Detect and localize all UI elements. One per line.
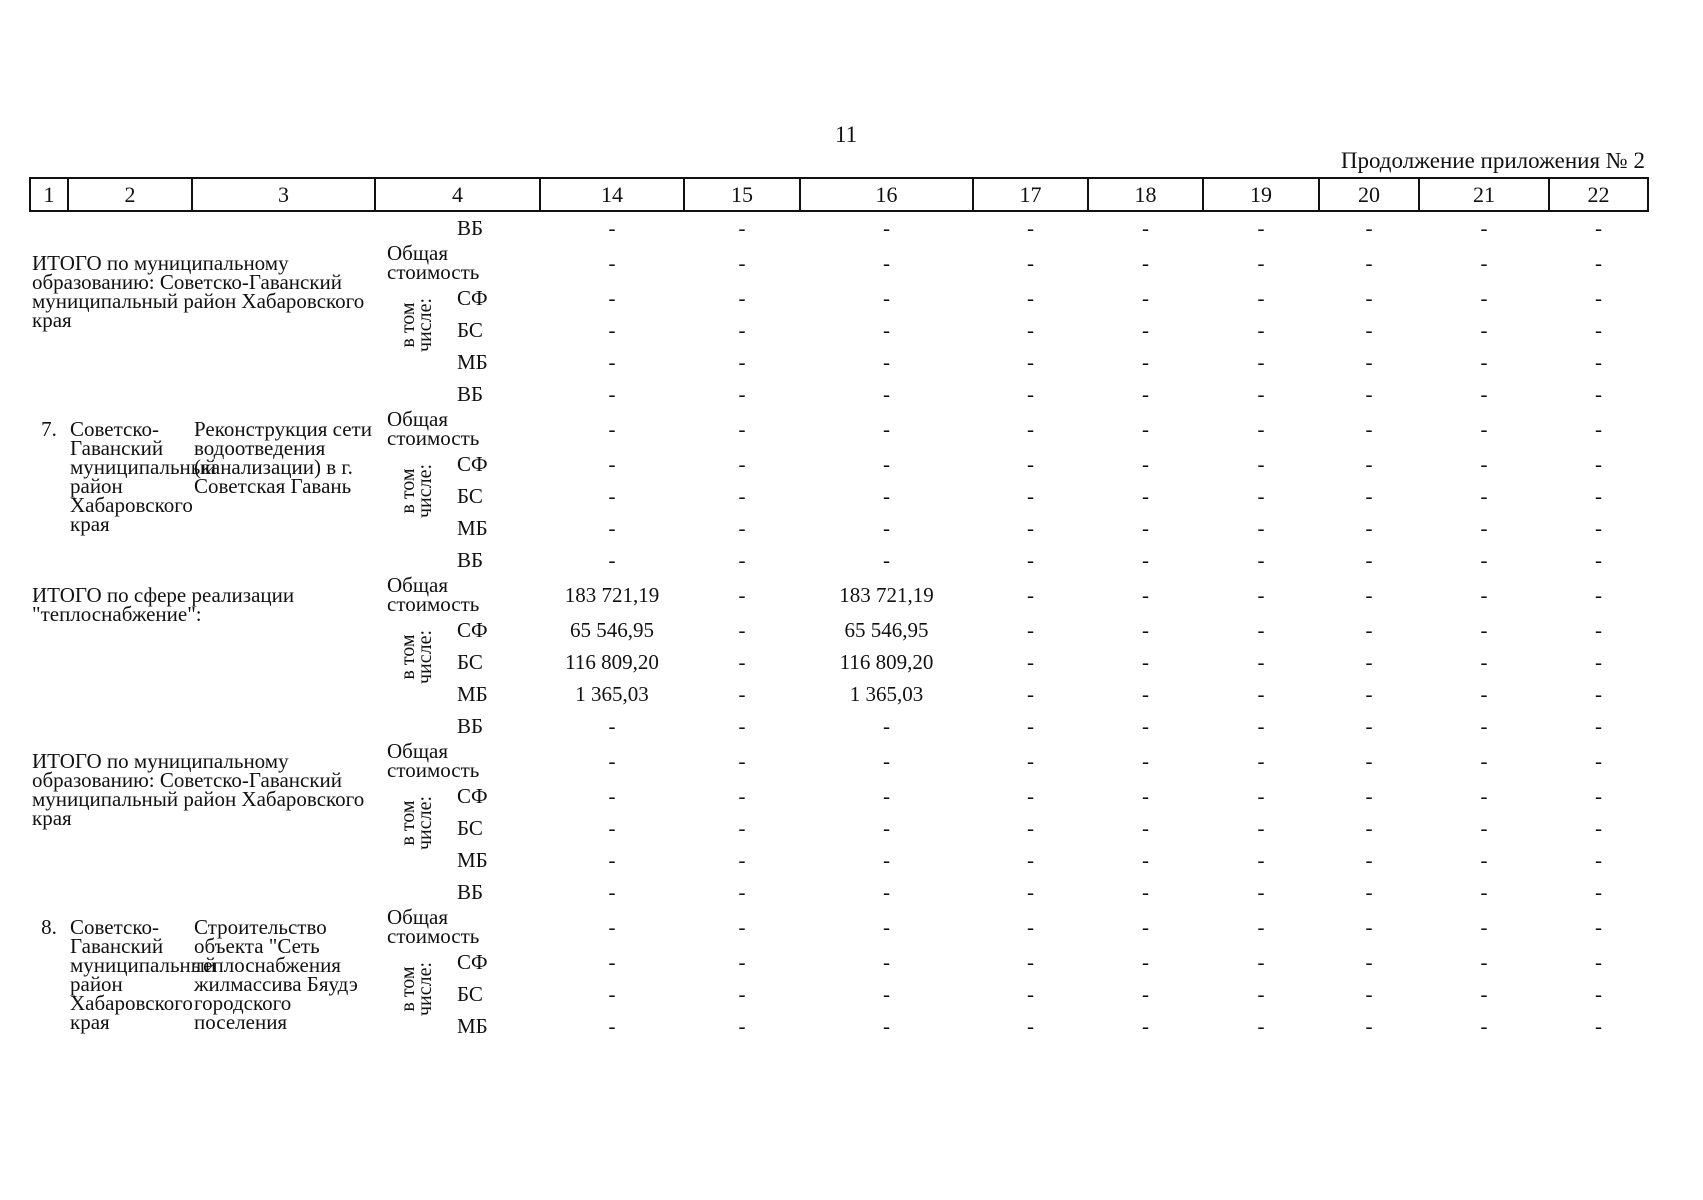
value-cell: - — [1257, 914, 1265, 939]
value-cell: - — [883, 949, 890, 974]
value-cell: - — [1480, 349, 1488, 374]
value-cell: - — [1480, 879, 1488, 904]
value-cell: - — [883, 349, 890, 374]
value-cell: - — [608, 215, 616, 240]
value-cell: - — [1480, 681, 1488, 706]
budget-table — [29, 177, 1649, 1042]
value-cell: - — [1595, 879, 1602, 904]
value-cell: - — [1142, 949, 1149, 974]
empty-cell — [30, 211, 375, 244]
fund-code: ВБ — [457, 879, 484, 904]
value-cell: - — [608, 416, 616, 441]
value-cell: - — [1142, 547, 1149, 572]
value-cell: - — [1365, 285, 1373, 310]
including-label: в том числе: — [397, 297, 436, 353]
value-cell: - — [1595, 451, 1602, 476]
value-cell: - — [1142, 1013, 1149, 1038]
value-cell: - — [1027, 416, 1034, 441]
value-cell: - — [1480, 250, 1488, 275]
value-cell: - — [738, 617, 746, 642]
fund-code: СФ — [457, 617, 488, 642]
value-cell: - — [1480, 713, 1488, 738]
value-cell: - — [1257, 483, 1265, 508]
value-cell: - — [1257, 349, 1265, 374]
value-cell: - — [1365, 914, 1373, 939]
fund-code: БС в том числе: — [375, 646, 540, 678]
value-cell: - — [1595, 317, 1602, 342]
value-cell: - — [608, 713, 616, 738]
value-cell: - — [1142, 649, 1149, 674]
value-cell: - — [1365, 451, 1373, 476]
value-cell: - — [1595, 1013, 1602, 1038]
value-cell: - — [883, 451, 890, 476]
value-cell: - — [1257, 451, 1265, 476]
value-cell: - — [1142, 617, 1149, 642]
col-header: 22 — [1549, 178, 1648, 211]
total-label: ИТОГО по муниципальному образованию: Советско-Гаванский муниципальный район Хабаровского края — [32, 749, 365, 830]
total-cost-text: Общая стоимость — [387, 407, 480, 450]
value-cell: - — [1257, 783, 1265, 808]
value-cell: - — [608, 847, 616, 872]
value-cell: - — [608, 914, 616, 939]
value-cell: - — [608, 250, 616, 275]
value-cell: - — [1027, 285, 1034, 310]
value-cell: - — [1027, 381, 1034, 406]
value-cell: - — [1480, 582, 1488, 607]
value-cell: - — [1365, 483, 1373, 508]
fund-code: МБ — [457, 681, 488, 706]
value-cell: - — [1142, 250, 1149, 275]
value-cell: - — [883, 215, 890, 240]
description-cell: Реконструкция сети водоотведения (канализации) в г. Советская Гавань — [194, 417, 372, 498]
value-cell: - — [1365, 381, 1373, 406]
value-cell: - — [1027, 617, 1034, 642]
value-cell: - — [1257, 317, 1265, 342]
value-cell: - — [1595, 949, 1602, 974]
col-header: 19 — [1203, 178, 1319, 211]
value-cell: - — [1142, 847, 1149, 872]
value-cell: - — [1365, 847, 1373, 872]
value-cell: - — [738, 815, 746, 840]
value-cell: - — [1595, 681, 1602, 706]
page-number: 11 — [835, 122, 858, 147]
value-cell: - — [883, 547, 890, 572]
col-header: 17 — [973, 178, 1088, 211]
value-cell: - — [1480, 783, 1488, 808]
value-cell: - — [608, 515, 616, 540]
value-cell: - — [1480, 515, 1488, 540]
value-cell: - — [608, 483, 616, 508]
value-cell: - — [738, 713, 746, 738]
value-cell: - — [1595, 582, 1602, 607]
total-cost-label — [375, 573, 540, 616]
fund-code: МБ — [457, 847, 488, 872]
value-cell: - — [1142, 879, 1149, 904]
value-cell: - — [1595, 547, 1602, 572]
value-cell: - — [738, 1013, 746, 1038]
value-cell: - — [1027, 349, 1034, 374]
col-header: 20 — [1319, 178, 1419, 211]
total-cost-text: Общая стоимость — [387, 241, 480, 284]
value-cell: - — [738, 981, 746, 1006]
value-cell: - — [738, 381, 746, 406]
total-cost-label — [375, 407, 540, 450]
total-cost-text: Общая стоимость — [387, 905, 480, 948]
value-cell: - — [1142, 349, 1149, 374]
value-cell: - — [1142, 381, 1149, 406]
value-cell: - — [1595, 815, 1602, 840]
value-cell: - — [1257, 547, 1265, 572]
value-cell: - — [738, 285, 746, 310]
value-cell: - — [1365, 879, 1373, 904]
value-cell: - — [738, 914, 746, 939]
value-cell: - — [1365, 1013, 1373, 1038]
value-cell: - — [1027, 1013, 1034, 1038]
value-cell: - — [1365, 681, 1373, 706]
col-header: 21 — [1419, 178, 1549, 211]
fund-code: ВБ — [457, 381, 484, 406]
col-header: 16 — [800, 178, 973, 211]
fund-code: БС в том числе: — [375, 314, 540, 346]
table-row — [30, 211, 1648, 244]
value-cell: - — [1365, 250, 1373, 275]
value-cell: 116 809,20 — [839, 649, 934, 674]
value-cell: - — [738, 949, 746, 974]
value-cell: - — [1142, 981, 1149, 1006]
value-cell: - — [1027, 783, 1034, 808]
value-cell: - — [1365, 317, 1373, 342]
value-cell: - — [1027, 582, 1034, 607]
value-cell: - — [738, 483, 746, 508]
col-header: 2 — [68, 178, 192, 211]
value-cell: - — [1480, 451, 1488, 476]
col-header: 3 — [192, 178, 375, 211]
value-cell: - — [1365, 981, 1373, 1006]
table-row — [30, 742, 1648, 780]
value-cell: - — [1027, 515, 1034, 540]
value-cell: - — [1027, 981, 1034, 1006]
value-cell: - — [1595, 748, 1602, 773]
value-cell: - — [1027, 483, 1034, 508]
value-cell: - — [738, 879, 746, 904]
table-row — [30, 410, 1648, 448]
value-cell: - — [1027, 914, 1034, 939]
value-cell: - — [883, 879, 890, 904]
value-cell: - — [1365, 547, 1373, 572]
value-cell: - — [608, 349, 616, 374]
value-cell: - — [1142, 914, 1149, 939]
value-cell: - — [883, 981, 890, 1006]
value-cell: - — [738, 547, 746, 572]
value-cell: - — [608, 748, 616, 773]
value-cell: - — [1257, 815, 1265, 840]
value-cell: - — [1365, 515, 1373, 540]
table-row — [30, 576, 1648, 614]
value-cell: - — [1257, 681, 1265, 706]
value-cell: - — [1365, 416, 1373, 441]
value-cell: - — [738, 215, 746, 240]
value-cell: - — [1480, 215, 1488, 240]
value-cell: - — [1142, 285, 1149, 310]
total-label: ИТОГО по муниципальному образованию: Советско-Гаванский муниципальный район Хабаровского края — [32, 251, 365, 332]
value-cell: - — [608, 317, 616, 342]
value-cell: - — [1595, 713, 1602, 738]
value-cell: - — [1595, 649, 1602, 674]
value-cell: - — [1257, 582, 1265, 607]
value-cell: - — [608, 949, 616, 974]
value-cell: - — [1027, 215, 1034, 240]
value-cell: - — [608, 285, 616, 310]
value-cell: - — [1595, 416, 1602, 441]
value-cell: - — [1257, 949, 1265, 974]
including-label: в том числе: — [397, 463, 436, 519]
value-cell: - — [1480, 547, 1488, 572]
item-number: 8. — [41, 915, 57, 939]
value-cell: - — [1257, 713, 1265, 738]
value-cell: - — [1595, 349, 1602, 374]
value-cell: - — [1027, 250, 1034, 275]
value-cell: - — [1480, 285, 1488, 310]
value-cell: - — [738, 250, 746, 275]
total-cost-label — [375, 905, 540, 948]
value-cell: 1 365,03 — [849, 681, 924, 706]
fund-code: ВБ — [457, 547, 484, 572]
value-cell: - — [1480, 416, 1488, 441]
value-cell: - — [1365, 815, 1373, 840]
value-cell: - — [1257, 748, 1265, 773]
value-cell: - — [883, 381, 890, 406]
fund-code: СФ — [457, 285, 488, 310]
value-cell: - — [883, 416, 890, 441]
value-cell: - — [1480, 317, 1488, 342]
value-cell: - — [738, 681, 746, 706]
fund-code: БС в том числе: — [375, 978, 540, 1010]
fund-code: МБ — [457, 515, 488, 540]
value-cell: - — [1027, 451, 1034, 476]
value-cell: - — [1142, 317, 1149, 342]
value-cell: - — [738, 515, 746, 540]
value-cell: 65 546,95 — [844, 617, 929, 642]
value-cell: - — [738, 451, 746, 476]
col-header: 4 — [375, 178, 540, 211]
appendix-caption: Продолжение приложения № 2 — [1340, 148, 1645, 173]
value-cell: - — [883, 847, 890, 872]
value-cell: - — [608, 981, 616, 1006]
value-cell: - — [1480, 617, 1488, 642]
value-cell: 1 365,03 — [575, 681, 649, 706]
value-cell: - — [1365, 748, 1373, 773]
value-cell: - — [738, 847, 746, 872]
value-cell: - — [1365, 349, 1373, 374]
value-cell: - — [1027, 949, 1034, 974]
value-cell: - — [1257, 285, 1265, 310]
value-cell: 183 721,19 — [564, 582, 660, 607]
including-label: в том числе: — [397, 795, 436, 851]
item-number: 7. — [41, 417, 57, 441]
description-cell: Строительство объекта "Сеть теплоснабжения жилмассива Бяудэ городского поселения — [194, 915, 358, 1034]
total-label: ИТОГО по сфере реализации "теплоснабжение": — [32, 583, 295, 626]
value-cell: - — [1257, 981, 1265, 1006]
value-cell: 65 546,95 — [570, 617, 654, 642]
value-cell: - — [883, 748, 890, 773]
value-cell: - — [1365, 617, 1373, 642]
value-cell: - — [883, 285, 890, 310]
value-cell: - — [1595, 914, 1602, 939]
value-cell: - — [738, 582, 746, 607]
value-cell: - — [1480, 381, 1488, 406]
value-cell: - — [1595, 285, 1602, 310]
value-cell: - — [1027, 713, 1034, 738]
value-cell: - — [738, 748, 746, 773]
value-cell: - — [1027, 547, 1034, 572]
table-body — [30, 211, 1648, 1042]
value-cell: - — [1595, 847, 1602, 872]
table-row — [30, 244, 1648, 282]
value-cell: - — [1595, 215, 1602, 240]
value-cell: - — [1595, 617, 1602, 642]
value-cell: - — [883, 250, 890, 275]
total-cost-label — [375, 739, 540, 782]
value-cell: - — [1027, 815, 1034, 840]
value-cell: - — [1595, 981, 1602, 1006]
value-cell: - — [1480, 748, 1488, 773]
value-cell: - — [1365, 215, 1373, 240]
value-cell: - — [1142, 515, 1149, 540]
fund-code: ВБ — [457, 215, 484, 240]
value-cell: - — [1142, 815, 1149, 840]
value-cell: - — [1257, 515, 1265, 540]
value-cell: - — [1365, 783, 1373, 808]
fund-code: СФ — [457, 949, 488, 974]
col-header: 15 — [684, 178, 800, 211]
table-row — [30, 908, 1648, 946]
value-cell: - — [1595, 483, 1602, 508]
value-cell: - — [1142, 713, 1149, 738]
value-cell: - — [608, 783, 616, 808]
value-cell: - — [1480, 483, 1488, 508]
fund-code: СФ — [457, 783, 488, 808]
total-cost-label — [375, 241, 540, 284]
municipality-cell: Советско-Гаванский муниципальный район Хабаровского края — [70, 417, 217, 536]
municipality-cell: Советско-Гаванский муниципальный район Хабаровского края — [70, 915, 217, 1034]
value-cell: - — [1257, 879, 1265, 904]
value-cell: 183 721,19 — [839, 582, 934, 607]
value-cell: - — [608, 547, 616, 572]
col-header: 18 — [1088, 178, 1203, 211]
fund-code: МБ — [457, 349, 488, 374]
value-cell: - — [608, 451, 616, 476]
value-cell: - — [1027, 879, 1034, 904]
value-cell: - — [1027, 317, 1034, 342]
value-cell: - — [1365, 713, 1373, 738]
value-cell: - — [1027, 748, 1034, 773]
value-cell: - — [1480, 1013, 1488, 1038]
column-header-row — [30, 178, 1648, 211]
value-cell: - — [608, 381, 616, 406]
value-cell: - — [1142, 215, 1149, 240]
value-cell: - — [1480, 914, 1488, 939]
value-cell: - — [1365, 582, 1373, 607]
value-cell: - — [1480, 949, 1488, 974]
value-cell: - — [1027, 649, 1034, 674]
fund-code: БС в том числе: — [375, 480, 540, 512]
value-cell: - — [738, 649, 746, 674]
value-cell: - — [1365, 949, 1373, 974]
value-cell: - — [1480, 815, 1488, 840]
value-cell: - — [738, 783, 746, 808]
value-cell: - — [1480, 847, 1488, 872]
value-cell: - — [1257, 215, 1265, 240]
value-cell: - — [608, 1013, 616, 1038]
value-cell: - — [1142, 416, 1149, 441]
total-cost-text: Общая стоимость — [387, 739, 480, 782]
value-cell: - — [883, 783, 890, 808]
value-cell: - — [1027, 681, 1034, 706]
value-cell: - — [1257, 381, 1265, 406]
fund-code: МБ — [457, 1013, 488, 1038]
value-cell: - — [1257, 416, 1265, 441]
value-cell: - — [1257, 250, 1265, 275]
value-cell: - — [738, 349, 746, 374]
value-cell: - — [1142, 748, 1149, 773]
value-cell: - — [1595, 381, 1602, 406]
value-cell: - — [1257, 1013, 1265, 1038]
value-cell: - — [883, 713, 890, 738]
fund-code: СФ — [457, 451, 488, 476]
fund-code: ВБ — [457, 713, 484, 738]
including-label: в том числе: — [397, 961, 436, 1017]
col-header: 1 — [30, 178, 68, 211]
total-cost-text: Общая стоимость — [387, 573, 480, 616]
value-cell: - — [738, 416, 746, 441]
value-cell: - — [738, 317, 746, 342]
value-cell: - — [1595, 783, 1602, 808]
value-cell: - — [1257, 649, 1265, 674]
value-cell: - — [608, 815, 616, 840]
value-cell: - — [1595, 515, 1602, 540]
value-cell: - — [1027, 847, 1034, 872]
value-cell: - — [1480, 649, 1488, 674]
value-cell: - — [883, 914, 890, 939]
value-cell: - — [1257, 617, 1265, 642]
value-cell: - — [883, 317, 890, 342]
value-cell: - — [1142, 681, 1149, 706]
fund-code: БС в том числе: — [375, 812, 540, 844]
value-cell: - — [883, 1013, 890, 1038]
value-cell: - — [1142, 783, 1149, 808]
value-cell: - — [1480, 981, 1488, 1006]
value-cell: - — [1142, 582, 1149, 607]
value-cell: 116 809,20 — [565, 649, 659, 674]
value-cell: - — [608, 879, 616, 904]
col-header: 14 — [540, 178, 684, 211]
value-cell: - — [1142, 483, 1149, 508]
value-cell: - — [1595, 250, 1602, 275]
value-cell: - — [883, 483, 890, 508]
value-cell: - — [1365, 649, 1373, 674]
including-label: в том числе: — [397, 629, 436, 685]
value-cell: - — [1257, 847, 1265, 872]
value-cell: - — [1142, 451, 1149, 476]
value-cell: - — [883, 815, 890, 840]
value-cell: - — [883, 515, 890, 540]
